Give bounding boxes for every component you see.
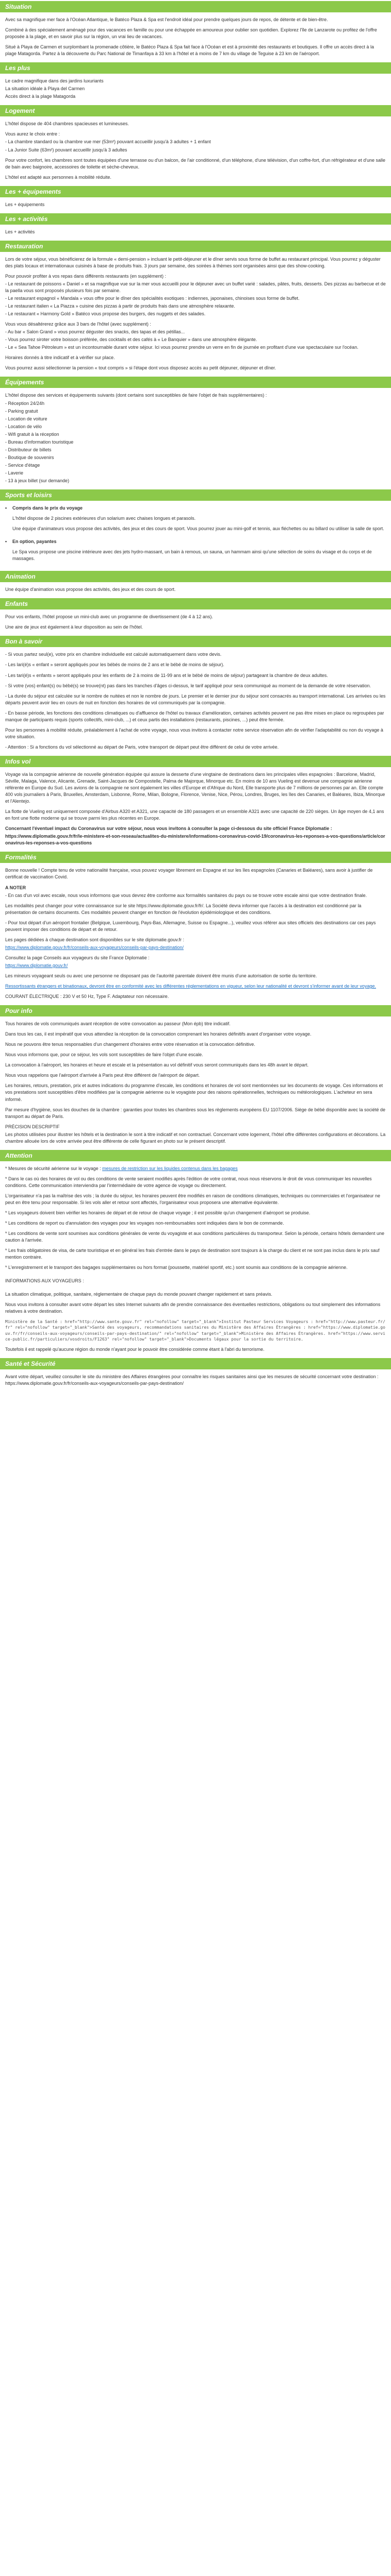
restauration-paragraph-3: Vous vous désaltérerez grâce aux 3 bars de l'hôtel (avec supplément) : xyxy=(5,321,151,327)
section-heading-animation: Animation xyxy=(0,571,391,582)
list-item: - Boutique de souvenirs xyxy=(5,454,54,460)
list-item: - Au bar « Salon Grand » vous pourrez déguster des snacks, des tapas et des pétillas... xyxy=(5,329,185,335)
liquids-restriction-link[interactable]: mesures de restriction sur les liquides contenus dans les bagages xyxy=(102,1165,238,1171)
section-sante xyxy=(0,1374,391,1387)
logement-paragraph-3: Pour votre confort, les chambres sont toutes équipées d'une terrasse ou d'un balcon, de l'air conditionné, d'un téléphone, d'une télévision, d'un coffre-fort, d'un réfrigérateur et d'une salle de bain avec baignoire, accessoires de toilette et sèche-cheveux. xyxy=(5,157,386,170)
formalites-paragraph-5: Consultez la page Conseils aux voyageurs du site France Diplomatie : xyxy=(5,955,150,960)
section-heading-logement: Logement xyxy=(0,105,391,116)
list-item: Le cadre magnifique dans des jardins luxuriants xyxy=(5,78,104,84)
list-item: - La Junior Suite (63m²) pouvant accueillir jusqu'à 3 adultes xyxy=(5,147,127,152)
section-heading-situation: Situation xyxy=(0,1,391,12)
list-item: - Le « Sea Tahoe Pétroleum » est un incontournable durant votre séjour. Ici vous pourrez prendre un verre en fin de journée en profitant d'une vue spectaculaire sur l'océan. xyxy=(5,345,359,350)
animation-paragraph-1: Une équipe d'animation vous propose des activités, des jeux et des cours de sport. xyxy=(5,587,176,592)
bon-item: - Si votre (vos) enfant(s) ou bébé(s) se trouve(nt) pas dans les tranches d'âges ci-dessus, le tarif appliqué pour sera communiqué au moment de la demande de votre réservation. xyxy=(5,683,371,688)
sports-included-block xyxy=(5,505,386,536)
situation-paragraph-1: Avec sa magnifique mer face à l'Océan Atlantique, le Batéco Plaza & Spa est l'endroit idéal pour prendre quelques jours de repos, de détente et de bien-être. xyxy=(5,17,328,22)
pour-paragraph-3: Nous ne pouvons être tenus responsables d'un changement d'horaires entre votre réservation et la convocation définitive. xyxy=(5,1042,255,1047)
bar-list xyxy=(5,329,386,351)
section-plus-equipements xyxy=(0,201,391,208)
section-heading-plus: Les plus xyxy=(0,62,391,74)
section-heading-sante: Santé et Sécurité xyxy=(0,1358,391,1369)
restauration-paragraph-1: Lors de votre séjour, vous bénéficierez de la formule « demi-pension » incluant le petit-déjeuner et le dîner servis sous forme de buffet au restaurant principal. Vous pourrez y déguster des plats locaux et internationaux cuisinés à base de produits frais. 3 jours par semaine, des soirées à thèmes sont organisées ainsi que des show-cooking. xyxy=(5,256,381,268)
sports-optional-block xyxy=(5,538,386,566)
voyageurs-title: INFORMATIONS AUX VOYAGEURS : xyxy=(5,1278,84,1284)
pour-paragraph-9: PRÉCISION DESCRIPTIF xyxy=(5,1124,60,1129)
restauration-paragraph-2: Pour pouvoir profiter à vos repas dans différents restaurants (en supplément) : xyxy=(5,273,166,279)
section-attention xyxy=(0,1165,391,1353)
voyageurs-paragraph-4: Toutefois il est rappelé qu'aucune région du monde n'ayant pour le pouvoir être considérée comme étant à l'abri du terrorisme. xyxy=(5,1346,265,1352)
formalites-paragraph-6: Les mineurs voyageant seuls ou avec une personne ne disposant pas de l'autorité parentale doivent être munis d'une autorisation de sortie du territoire. xyxy=(5,973,317,978)
coronavirus-title: Concernant l'éventuel impact du Coronavirus sur votre séjour, nous vous invitons à consulter la page ci-dessous du site officiel France Diplomatie : xyxy=(5,826,332,832)
attention-paragraph-4: * Les voyageurs doivent bien vérifier les horaires de départ et de retour de chaque voyage ; il est possible qu'un changement d'aéroport se produise. xyxy=(5,1210,311,1216)
formalites-paragraph-3: - Pour tout départ d'un aéroport frontalier (Belgique, Luxembourg, Pays-Bas, Allemagne, Suisse ou Espagne...), veuillez vous référer aux sites officiels des destinations car ces pays peuvent imposer des conditions de départ et de retour. xyxy=(5,920,376,932)
list-item: - Le restaurant italien « La Piazza » cuisine des pizzas à partir de produits frais dans une atmosphère relaxante. xyxy=(5,303,235,309)
attention-paragraph-3: L'organisateur n'a pas la maîtrise des vols ; la durée du séjour, les horaires peuvent être modifiés en raison de conditions climatiques, techniques ou commerciales et l'organisateur ne peut en être tenu pour responsable. Si les vols aller et retour sont affectés, l'organisateur vous proposera une alternative équivalente. xyxy=(5,1193,381,1205)
attention-paragraph-5: * Les conditions de report ou d'annulation des voyages pour les voyages non-remboursables sont indiquées dans le bon de commande. xyxy=(5,1221,284,1226)
section-plus-activites xyxy=(0,229,391,235)
bon-item: - Attention : Si a fonctions du vol sélectionné au départ de Paris, votre transport de départ peut être différent de celui de votre arrivée. xyxy=(5,744,279,750)
logement-paragraph-4: L'hôtel est adapté aux personnes à mobilité réduite. xyxy=(5,174,111,180)
list-item: - Bureau d'information touristique xyxy=(5,439,74,445)
section-heading-equipements: Équipements xyxy=(0,377,391,388)
logement-room-list xyxy=(5,139,386,153)
sports-included-paragraph-1: L'hôtel dispose de 2 piscines extérieures d'un solarium avec chaises longues et parasols. xyxy=(12,516,196,521)
section-heading-enfants: Enfants xyxy=(0,598,391,609)
list-item: Accès direct à la plage Matagorda xyxy=(5,94,76,99)
list-item: - Le restaurant espagnol « Mandala » vous offre pour le dîner des spécialités exotiques : indiennes, japonaises, chinoises sous forme de buffet. xyxy=(5,296,300,301)
section-heading-infos-vol: Infos vol xyxy=(0,756,391,767)
section-enfants xyxy=(0,614,391,631)
section-logement xyxy=(0,121,391,180)
logement-paragraph-1: L'hôtel dispose de 404 chambres spacieuses et lumineuses. xyxy=(5,121,129,127)
section-plus xyxy=(0,78,391,100)
list-item: - Parking gratuit xyxy=(5,408,38,414)
pour-paragraph-8: Par mesure d'hygiène, sous les douches de la chambre : garanties pour toutes les chambres sous les règlements européens EU 1107/2006. Siège de bébé disponible avec la société de transport au départ de Paris. xyxy=(5,1107,386,1119)
bullet-icon: • xyxy=(5,539,7,545)
product-description-page xyxy=(0,1,391,1411)
attention-paragraph-8: * L'enregistrement et le transport des bagages supplémentaires ou hors format (poussette, matériel sportif, etc.) sont soumis aux conditions de la compagnie aérienne. xyxy=(5,1265,348,1270)
list-item: - Le restaurant de poissons « Daniel » et sa magnifique vue sur la mer vous accueilli pour le déjeuner avec un buffet varié : salades, pâtes, fruits, desserts. Des pizzas au barbecue et de la paella vous sont proposés plusieurs fois par semaine. xyxy=(5,281,386,293)
list-item: - 13 à jeux billet (sur demande) xyxy=(5,478,70,483)
bon-item: - La durée du séjour est calculée sur le nombre de nuitées et non le nombre de jours. Le premier et le dernier jour du séjour sont consacrés au transport international. Les arrivées ou les départs peuvent avoir lieu en cours de nuit en fonction des horaires de vol communiqués par la compagnie. xyxy=(5,693,386,705)
formalites-note: - En cas d'un vol avec escale, nous vous informons que vous devrez être conforme aux formalités sanitaires du pays ou se trouve votre escale ainsi que votre destination finale. xyxy=(5,892,367,898)
logement-choice-title: Vous aurez le choix entre : xyxy=(5,131,60,137)
pour-paragraph-2: Dans tous les cas, il est impératif que vous attendiez la réception de la convocation comprenant les horaires définitifs avant d'organiser votre voyage. xyxy=(5,1031,312,1037)
section-restauration xyxy=(0,256,391,372)
attention-paragraph-6: * Les conditions de vente sont soumises aux conditions générales de vente du voyagiste et aux conditions particulières du transporteur. Selon la période, certains hôtels demandent une caution à l'arrivée. xyxy=(5,1231,384,1243)
coronavirus-link[interactable]: https://www.diplomatie.gouv.fr/fr/le-ministere-et-son-reseau/actualites-du-ministere/informations-coronavirus-covid-19/coronavirus-les-reponses-a-vos-questions/article/coronavirus-les-reponses-a-vos-questions xyxy=(5,834,385,846)
formalites-paragraph-4: Les pages dédiées à chaque destination sont disponibles sur le site diplomatie.gouv.fr : xyxy=(5,937,185,942)
list-item: - Wifi gratuit à la réception xyxy=(5,431,59,437)
sports-included-title: Compris dans le prix du voyage xyxy=(12,505,83,511)
attention-paragraph-1 xyxy=(5,1165,386,1172)
infos-paragraph-2: La flotte de Vueling est uniquement composée d'Airbus A320 et A321, une capacité de 180 passagers et un ensemble A321 avec une capacité de 220 sièges. Un âge moyen de 4,1 ans en font une flotte moderne qui se trouve parmi les plus récentes en Europe. xyxy=(5,809,384,821)
section-formalites xyxy=(0,867,391,1000)
formalites-paragraph-8: COURANT ÉLECTRIQUE : 230 V et 50 Hz, Type F. Adaptateur non nécessaire. xyxy=(5,994,169,999)
bon-item: - Les lari(é)s « enfant » seront appliqués pour les bébés de moins de 2 ans et le bébé de moins de séjour). xyxy=(5,662,224,668)
list-item: - Location de voiture xyxy=(5,416,47,421)
situation-paragraph-3: Situé à Playa de Carmen et surplombant la promenade côtière, le Batéco Plaza & Spa fait face à l'Océan et est à proximité des restaurants et boutiques. Il offre un accès direct à la plage Matagorda. Partez à la découverte du Parc National de Timanfaya à 33 km à l'hôtel et à moins de 7 km du village de Teguise à 23 km de l'aéroport. xyxy=(5,44,374,57)
formalites-paragraph-1: Bonne nouvelle ! Compte tenu de votre nationalité française, vous pouvez voyager librement en Espagne et sur les îles espagnoles (Canaries et Baléares), sans avoir à justifier de certificat de vaccination Covid. xyxy=(5,868,373,880)
list-item: - Vous pourrez siroter votre boisson préférée, des cocktails et des cafés à « Le Banquier » dans une atmosphère élégante. xyxy=(5,337,257,343)
formalites-note-title: A NOTER xyxy=(5,885,26,890)
list-item: La situation idéale à Playa del Carmen xyxy=(5,86,85,92)
sports-optional-title: En option, payantes xyxy=(12,539,57,545)
section-sports xyxy=(0,505,391,566)
equipements-list xyxy=(5,400,386,485)
situation-paragraph-2: Combiné à des spécialement aménagé pour des vacances en famille ou pour une échappée en amoureux pour oublier son quotidien. Explorez l'île de Lanzarote ou profitez de l'offre proposée à la plage, et en savoir plus sur la région, un vrai lieu de vacances. xyxy=(5,27,377,40)
attention-lead: * Mesures de sécurité aérienne sur le voyage : xyxy=(5,1165,101,1171)
pour-paragraph-10: Les photos utilisées pour illustrer les hôtels et la destination le sont à titre indicatif et non contractuel. Concernant votre logement, l'hôtel offre différentes configurations et décorations. La chambre allouée lors de votre arrivée peut être différente de celle figurant en photo sur le présent descriptif. xyxy=(5,1131,386,1144)
formalites-paragraph-7[interactable]: Ressortissants étrangers et binationaux, devront être en conformité avec les différentes réglementations en vigueur, selon leur nationalité et devront s'informer avant de leur voyage. xyxy=(5,984,376,989)
restauration-paragraph-4: Horaires donnés à titre indicatif et à vérifier sur place. xyxy=(5,355,115,361)
attention-paragraph-7: * Les frais obligatoires de visa, de carte touristique et en général les frais d'entrée dans le pays de destination sont toujours à la charge du client et ne sont pas inclus dans le prix sauf mention contraire. xyxy=(5,1248,380,1260)
list-item: - Réception 24/24h xyxy=(5,400,45,406)
section-equipements xyxy=(0,392,391,484)
list-item: - Service d'étage xyxy=(5,462,40,468)
section-heading-sports: Sports et loisirs xyxy=(0,489,391,501)
enfants-paragraph-1: Pour vos enfants, l'hôtel propose un mini-club avec un programme de divertissement (de 4 à 12 ans). xyxy=(5,614,213,620)
list-item: - La chambre standard ou la chambre vue mer (53m²) pouvant accueillir jusqu'à 3 adultes + 1 enfant xyxy=(5,139,211,145)
plus-equipements-text: Les + équipements xyxy=(5,201,45,207)
attention-paragraph-2: * Dans le cas où des horaires de vol ou des conditions de vente seraient modifiés après l'édition de votre contrat, nous nous réservons le droit de vous communiquer les nouvelles conditions. Cette communication interviendra par l'intermédiaire de votre agence de voyage ou directement. xyxy=(5,1176,372,1188)
plus-list xyxy=(5,78,386,100)
section-heading-formalites: Formalités xyxy=(0,852,391,863)
section-heading-pour-info: Pour info xyxy=(0,1005,391,1016)
plus-activites-text: Les + activités xyxy=(5,229,35,234)
restaurant-list xyxy=(5,281,386,317)
bon-item: - Si vous partez seul(e), votre prix en chambre individuelle est calculé automatiquement dans votre devis. xyxy=(5,652,222,657)
pour-paragraph-1: Tous horaires de vols communiqués avant réception de votre convocation au passeur (Mon épb) titre indicatif. xyxy=(5,1021,231,1027)
sports-included-paragraph-2: Une équipe d'animateurs vous propose des activités, des jeux et des cours de sport. Vous pourrez jouer au mini-golf et tennis, aux fléchettes ou au billard ou utiliser la salle de sport. xyxy=(12,526,384,532)
destination-pages-link[interactable]: https://www.diplomatie.gouv.fr/fr/conseils-aux-voyageurs/conseils-par-pays-destination/ xyxy=(5,944,184,950)
section-situation xyxy=(0,16,391,57)
section-heading-restauration: Restauration xyxy=(0,241,391,252)
section-pour-info xyxy=(0,1021,391,1145)
section-infos-vol xyxy=(0,771,391,846)
equipements-paragraph-1: L'hôtel dispose des services et équipements suivants (dont certains sont susceptibles de faire l'objet de frais supplémentaires) : xyxy=(5,393,267,398)
sports-optional-paragraph-1: Le Spa vous propose une piscine intérieure avec des jets hydro-massant, un bain à remous, un sauna, un hammam ainsi qu'une sélection de soins du visage et du corps et de massages. xyxy=(12,549,372,562)
list-item: - Distributeur de billets xyxy=(5,447,52,452)
restauration-paragraph-5: Vous pourrez aussi sélectionner la pension « tout compris » si l'étape dont vous disposez accès au petit déjeuner, déjeuner et dîner. xyxy=(5,365,276,371)
list-item: - Le restaurant « Harmony Gold » Batéco vous propose des burgers, des nuggets et des salades. xyxy=(5,311,206,317)
bon-item: Pour les personnes à mobilité réduite, préalablement à l'achat de votre voyage, nous vous invitons à contacter notre service réservation afin de vérifier l'adaptabilité ou non du voyage à votre situation. xyxy=(5,727,383,739)
pour-paragraph-6: Nous vous rappelons que l'aéroport d'arrivée à Paris peut être différent de l'aéroport de départ. xyxy=(5,1073,200,1078)
bullet-icon: • xyxy=(5,505,7,511)
pour-paragraph-7: Les horaires, retours, prestation, prix et autres indications du programme d'escale, les conditions et horaires de vol sont mentionnées sur les documents de voyage. Ces informations et vos prestations sont susceptibles d'être modifiées par la compagnie aérienne ou le voyagiste pour des raisons opérationnelles, techniques ou météorologiques. L'acheteur en sera informé. xyxy=(5,1083,383,1102)
section-heading-bon-a-savoir: Bon à savoir xyxy=(0,636,391,647)
enfants-paragraph-2: Une aire de jeux est également à leur disposition au sein de l'hôtel. xyxy=(5,624,143,630)
bon-item: - Les tari(é)s « enfants » seront appliqués pour les enfants de 2 à moins de 11-99 ans et le bébé de moins de séjour) partageant la chambre de deux adultes. xyxy=(5,672,328,678)
pour-paragraph-4: Nous vous informons que, pour ce séjour, les vols sont susceptibles de faire l'objet d'une escale. xyxy=(5,1052,203,1058)
formalites-paragraph-2: Les modalités peut changer pour votre connaissance sur le site https://www.diplomatie.gouv.fr/fr/. La Société devra informer que l'accès à la destination est conditionné par la présentation de certains documents. Ces modalités peuvent changer en fonction de l'évolution épidémiologique et des conditions. xyxy=(5,903,362,915)
sante-paragraph-1: Avant votre départ, veuillez consulter le site du ministère des Affaires étrangères pour connaître les risques sanitaires ainsi que les mesures de sécurité concernant votre destination : https://www.diplomatie.gouv.fr/fr/conseils-aux-voyageurs/conseils-par-pays-destination/ xyxy=(5,1374,379,1386)
voyageurs-paragraph-1: La situation climatique, politique, sanitaire, réglementaire de chaque pays du monde pouvant changer rapidement et sans préavis. xyxy=(5,1292,272,1297)
bon-item: - En basse période, les fonctions des conditions climatiques ou d'affluence de l'hôtel ou travaux d'amélioration, certaines activités peuvent ne pas être mises en place ou regroupées par manque de participants requis (sports collectifs, mini-club, ...) et ceux partis des installations (restaurants, piscines, ...) peut être fermée. xyxy=(5,710,384,722)
section-heading-plus-activites: Les + activités xyxy=(0,213,391,225)
france-diplomatie-link[interactable]: https://www.diplomatie.gouv.fr/ xyxy=(5,962,68,968)
pour-paragraph-5: La convocation à l'aéroport, les horaires et heure et escale et la présentation au vol définitif vous seront communiqués dans les 48h avant le départ. xyxy=(5,1062,309,1068)
section-heading-attention: Attention xyxy=(0,1150,391,1161)
section-bon-a-savoir xyxy=(0,651,391,751)
section-heading-plus-equipements: Les + équipements xyxy=(0,186,391,197)
list-item: - Laverie xyxy=(5,470,24,476)
section-animation xyxy=(0,586,391,593)
list-item: - Location de vélo xyxy=(5,423,42,429)
voyageurs-links[interactable]: Ministère de la Santé : href="http://www.sante.gouv.fr" rel="nofollow" target="_blank">Institut Pasteur Services Voyageurs : href="http://www.pasteur.fr/fr" rel="nofollow" target="_blank">Santé des voyageurs, recommandations sanitaires du Ministère des Affaires Étrangères : href="https://www.diplomatie.gouv.fr/fr/conseils-aux-voyageurs/conseils-par-pays-destination/" rel="nofollow" target="_blank">Ministère des Affaires Étrangères. href="https://www.service-public.fr/particuliers/vosdroits/F1263" rel="nofollow" target="_blank">Documents légaux pour la sortie du territoire. xyxy=(5,1319,385,1342)
infos-paragraph-1: Voyage via la compagnie aérienne de nouvelle génération équipée qui assure la desserte d'une vingtaine de destinations dans les principales villes espagnoles : Barcelone, Madrid, Séville, Malaga, Valence, Alicante, Grenade, Saint-Jacques de Compostelle, Palma de Majorque, Minorque etc. En moins de 10 ans Vueling est devenue une compagnie aérienne référente en Europe du Sud. Les avions de la compagnie ne sont également les villes d'Europe et d'Afrique du Nord, Elle transporte plus de 7 millions de personnes par an. Elle compte 400 vols journaliers à Paris, Bruxelles, Amsterdam, Lisbonne, Rome, Milan, Bologne, Florence, Venise, Nice, Pérou, Londres, Bruges, les îles des Canaries, et Baléares, Ibiza, Minorque et l'Alentejo. xyxy=(5,771,385,804)
voyageurs-paragraph-2: Nous vous invitons à consulter avant votre départ les sites Internet suivants afin de prendre connaissance des éventuelles restrictions, obligations ou tout simplement des informations relatives à votre destination. xyxy=(5,1302,381,1314)
